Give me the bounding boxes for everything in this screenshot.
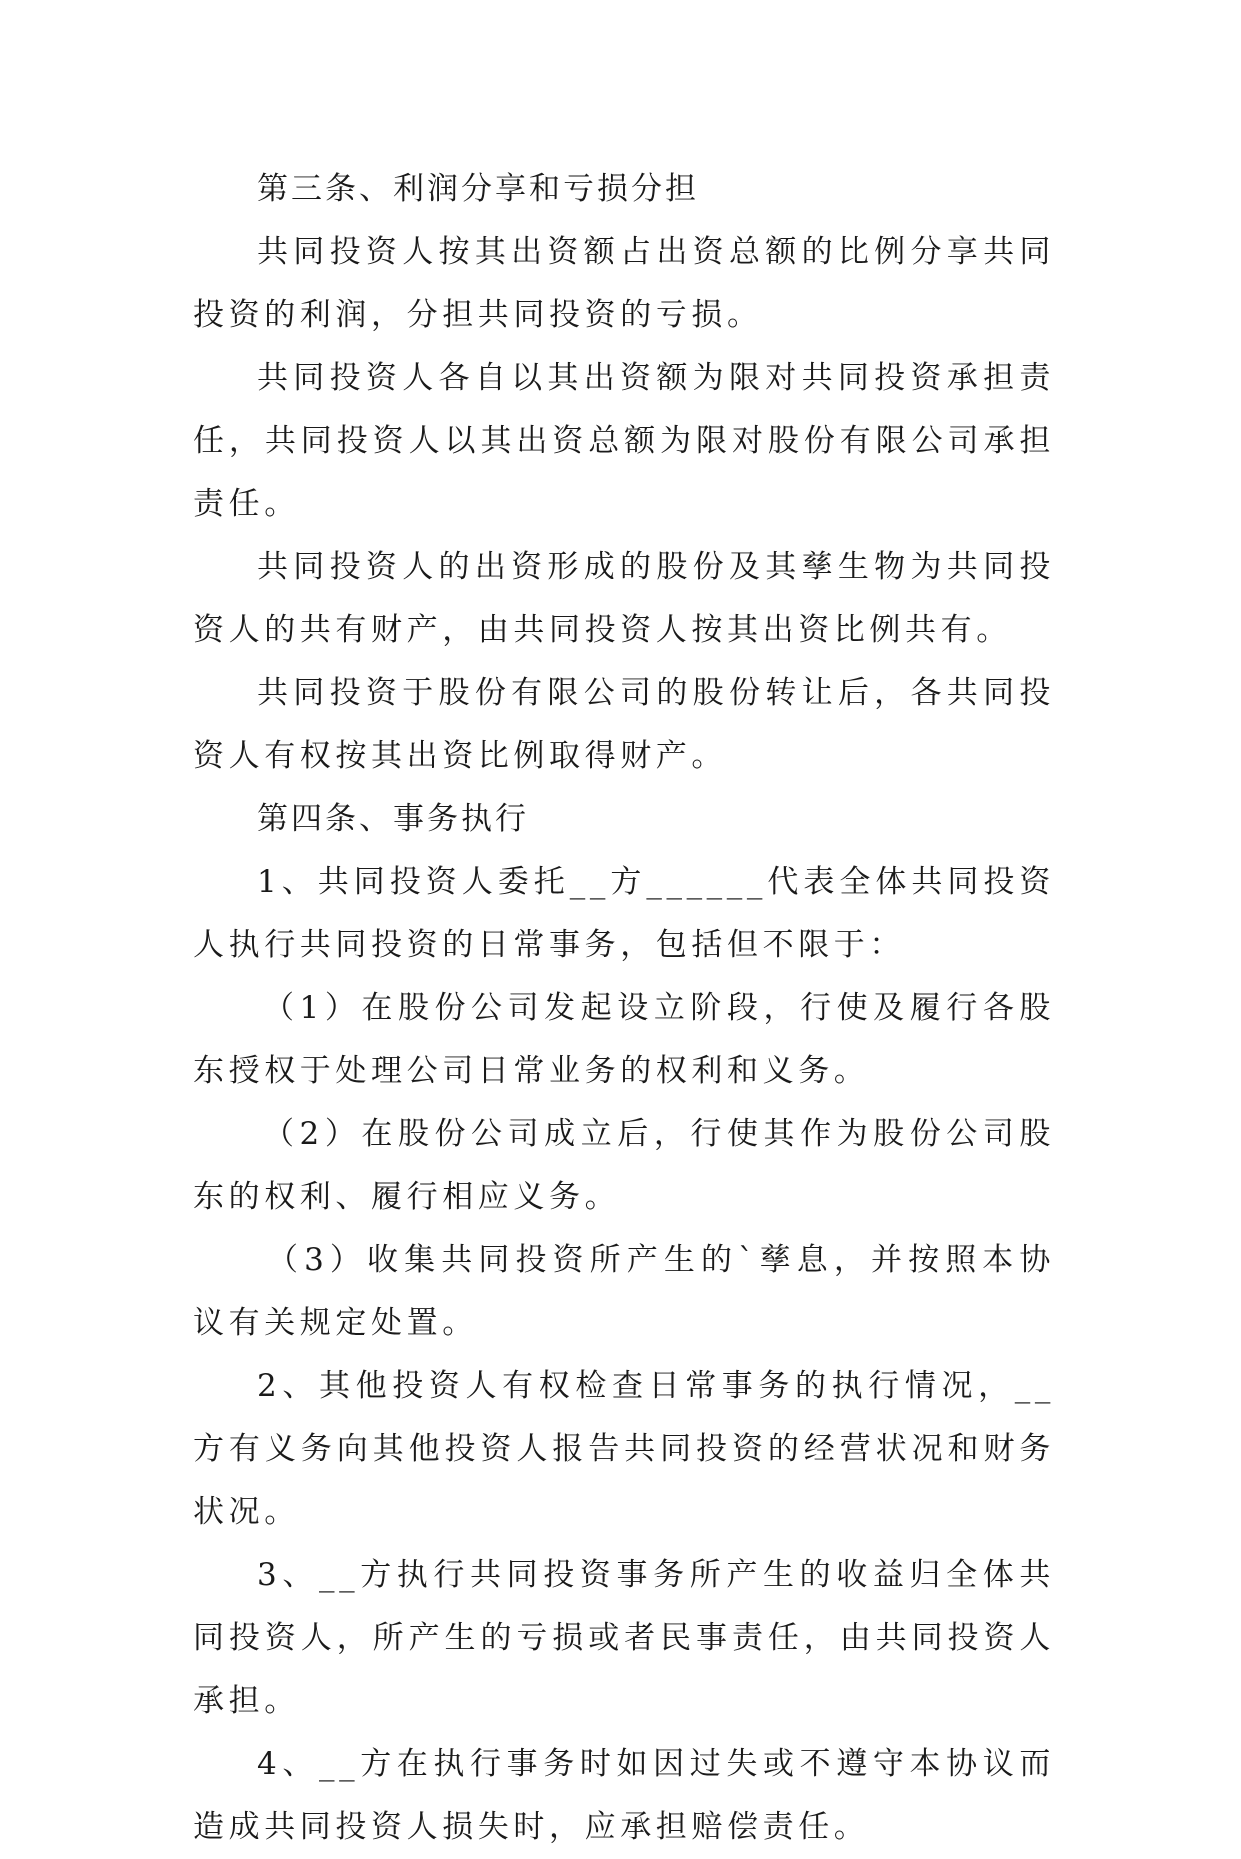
article-4-item-1: 1、共同投资人委托__方______代表全体共同投资人执行共同投资的日常事务，包括但不限于： xyxy=(193,864,1055,963)
article-4-item-2: 2、其他投资人有权检查日常事务的执行情况，__方有义务向其他投资人报告共同投资的经营状况和财务状况。 xyxy=(193,1368,1055,1530)
article-3-paragraph-4: 共同投资于股份有限公司的股份转让后，各共同投资人有权按其出资比例取得财产。 xyxy=(193,675,1055,774)
article-3-paragraph-3: 共同投资人的出资形成的股份及其孳生物为共同投资人的共有财产，由共同投资人按其出资比例共有。 xyxy=(193,549,1055,648)
document-body xyxy=(193,158,1055,1859)
article-3-paragraph-2: 共同投资人各自以其出资额为限对共同投资承担责任，共同投资人以其出资总额为限对股份有限公司承担责任。 xyxy=(193,360,1055,522)
article-3-paragraph-1: 共同投资人按其出资额占出资总额的比例分享共同投资的利润，分担共同投资的亏损。 xyxy=(193,234,1055,333)
article-4-item-1-subitem-1: （1）在股份公司发起设立阶段，行使及履行各股东授权于处理公司日常业务的权利和义务。 xyxy=(193,990,1055,1089)
article-3-heading: 第三条、利润分享和亏损分担 xyxy=(257,171,699,207)
article-4-item-1-subitem-3: （3）收集共同投资所产生的`孳息，并按照本协议有关规定处置。 xyxy=(193,1242,1055,1341)
article-4-item-4: 4、__方在执行事务时如因过失或不遵守本协议而造成共同投资人损失时，应承担赔偿责任。 xyxy=(193,1746,1055,1845)
article-4-item-3: 3、__方执行共同投资事务所产生的收益归全体共同投资人，所产生的亏损或者民事责任，由共同投资人承担。 xyxy=(193,1557,1055,1719)
article-4-heading: 第四条、事务执行 xyxy=(257,801,529,837)
article-4-item-1-subitem-2: （2）在股份公司成立后，行使其作为股份公司股东的权利、履行相应义务。 xyxy=(193,1116,1055,1215)
